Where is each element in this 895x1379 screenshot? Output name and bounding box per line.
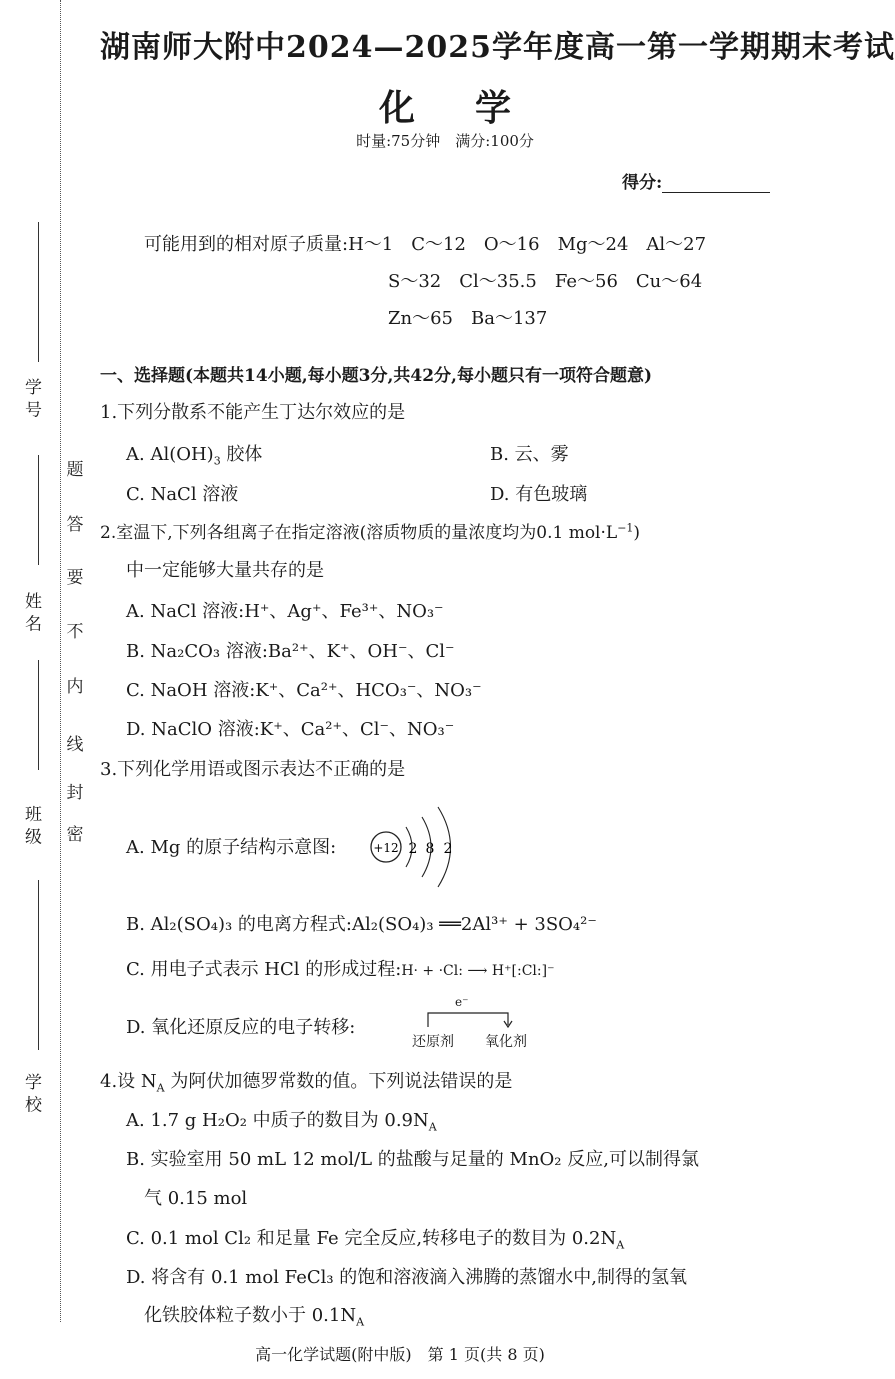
sidebar-rule-school bbox=[38, 880, 39, 1050]
seal-char: 答 bbox=[66, 515, 84, 535]
q1-option-d[interactable]: D. 有色玻璃 bbox=[490, 484, 588, 505]
q3-option-c[interactable]: C. 用电子式表示 HCl 的形成过程:H· + ·Cl: ⟶ H⁺[:Cl:]⁻ bbox=[126, 959, 555, 980]
q1-stem: 1.下列分散系不能产生丁达尔效应的是 bbox=[100, 402, 406, 423]
section-title: 一、选择题(本题共14小题,每小题3分,共42分,每小题只有一项符合题意) bbox=[100, 366, 652, 386]
reducing-agent-label: 还原剂 bbox=[412, 1034, 454, 1050]
q4-option-a[interactable]: A. 1.7 g H₂O₂ 中质子的数目为 $0.9N_A$ bbox=[126, 1110, 437, 1134]
q4-option-d-line1[interactable]: D. 将含有 0.1 mol FeCl₃ 的饱和溶液滴入沸腾的蒸馏水中,制得的氢氧 bbox=[126, 1267, 688, 1288]
shell-electrons: 2 bbox=[443, 841, 453, 857]
subject-title: 化学 bbox=[378, 87, 571, 129]
q1-option-c[interactable]: C. NaCl 溶液 bbox=[126, 484, 239, 505]
atomic-mass-row2: S～32 Cl～35.5 Fe～56 Cu～64 bbox=[388, 271, 703, 292]
score-blank[interactable] bbox=[662, 176, 770, 193]
sidebar-rule-name bbox=[38, 455, 39, 565]
score-label: 得分: bbox=[622, 173, 663, 193]
nucleus-charge: +12 bbox=[373, 841, 399, 855]
page-footer: 高一化学试题(附中版) 第 1 页(共 8 页) bbox=[255, 1345, 545, 1364]
shell-electrons: 8 bbox=[425, 841, 435, 857]
exam-title: 湖南师大附中2024—2025学年度高一第一学期期末考试 bbox=[100, 30, 895, 65]
score-field[interactable] bbox=[622, 168, 770, 193]
shell-electrons: 2 bbox=[408, 841, 418, 857]
q4-option-b-line2[interactable]: 气 0.15 mol bbox=[144, 1188, 248, 1209]
q4-option-c[interactable]: C. 0.1 mol Cl₂ 和足量 Fe 完全反应,转移电子的数目为 $0.2N_A$ bbox=[126, 1228, 625, 1252]
q1-option-a[interactable]: A. $Al(OH)_3$ 胶体 bbox=[126, 444, 263, 468]
seal-char: 密 bbox=[66, 825, 84, 845]
student-id-label: 学 号 bbox=[21, 378, 41, 418]
seal-char: 不 bbox=[66, 622, 84, 642]
oxidizing-agent-label: 氧化剂 bbox=[485, 1034, 527, 1050]
electron-label: e⁻ bbox=[455, 995, 469, 1009]
hcl-electron-formula: H· + ·Cl: ⟶ H⁺[:Cl:]⁻ bbox=[401, 963, 555, 979]
electron-transfer-diagram bbox=[400, 995, 530, 1053]
q4-option-b-line1[interactable]: B. 实验室用 50 mL 12 mol/L 的盐酸与足量的 MnO₂ 反应,可以制得氯 bbox=[126, 1149, 699, 1170]
q2-stem-line1: 2.室温下,下列各组离子在指定溶液(溶质物质的量浓度均为0.1 $mol\cdot L^{-1}$) bbox=[100, 521, 641, 543]
transfer-arrow bbox=[400, 1005, 520, 1029]
q3-option-b[interactable]: B. Al₂(SO₄)₃ 的电离方程式:Al₂(SO₄)₃ ══2Al³⁺ + 3SO₄²⁻ bbox=[126, 914, 597, 935]
mg-atom-diagram bbox=[368, 795, 488, 900]
q1-option-b[interactable]: B. 云、雾 bbox=[490, 444, 569, 465]
seal-char: 题 bbox=[66, 460, 84, 480]
atomic-mass-label: 可能用到的相对原子质量:H～1 C～12 O～16 Mg～24 Al～27 bbox=[144, 234, 707, 255]
q2-option-a[interactable]: A. NaCl 溶液:H⁺、Ag⁺、Fe³⁺、NO₃⁻ bbox=[126, 601, 444, 622]
class-label: 班 级 bbox=[21, 805, 41, 845]
seal-dotted-line bbox=[60, 0, 61, 1322]
q4-stem: 4.设 $N_A$ 为阿伏加德罗常数的值。下列说法错误的是 bbox=[100, 1071, 513, 1095]
school-label: 学 校 bbox=[21, 1073, 41, 1113]
q2-option-d[interactable]: D. NaClO 溶液:K⁺、Ca²⁺、Cl⁻、NO₃⁻ bbox=[126, 719, 455, 740]
seal-char: 内 bbox=[66, 677, 84, 697]
q2-option-c[interactable]: C. NaOH 溶液:K⁺、Ca²⁺、HCO₃⁻、NO₃⁻ bbox=[126, 680, 482, 701]
atomic-mass-row3: Zn～65 Ba～137 bbox=[388, 308, 548, 329]
name-label: 姓 名 bbox=[21, 592, 41, 632]
seal-char: 线 bbox=[66, 735, 84, 755]
time-info: 时量:75分钟 满分:100分 bbox=[356, 132, 534, 150]
seal-char: 封 bbox=[66, 783, 84, 803]
q2-stem-line2: 中一定能够大量共存的是 bbox=[126, 560, 324, 581]
sidebar-rule-student-id bbox=[38, 222, 39, 362]
q3-option-d[interactable]: D. 氧化还原反应的电子转移: bbox=[126, 1017, 356, 1038]
ionization-equation: Al₂(SO₄)₃ ══2Al³⁺ + 3SO₄²⁻ bbox=[352, 914, 597, 935]
sidebar-rule-class bbox=[38, 660, 39, 770]
q3-option-a[interactable]: A. Mg 的原子结构示意图: bbox=[126, 837, 337, 858]
q3-stem: 3.下列化学用语或图示表达不正确的是 bbox=[100, 759, 406, 780]
q4-option-d-line2[interactable]: 化铁胶体粒子数小于 $0.1N_A$ bbox=[144, 1305, 365, 1329]
seal-char: 要 bbox=[66, 568, 84, 588]
q2-option-b[interactable]: B. Na₂CO₃ 溶液:Ba²⁺、K⁺、OH⁻、Cl⁻ bbox=[126, 641, 455, 662]
